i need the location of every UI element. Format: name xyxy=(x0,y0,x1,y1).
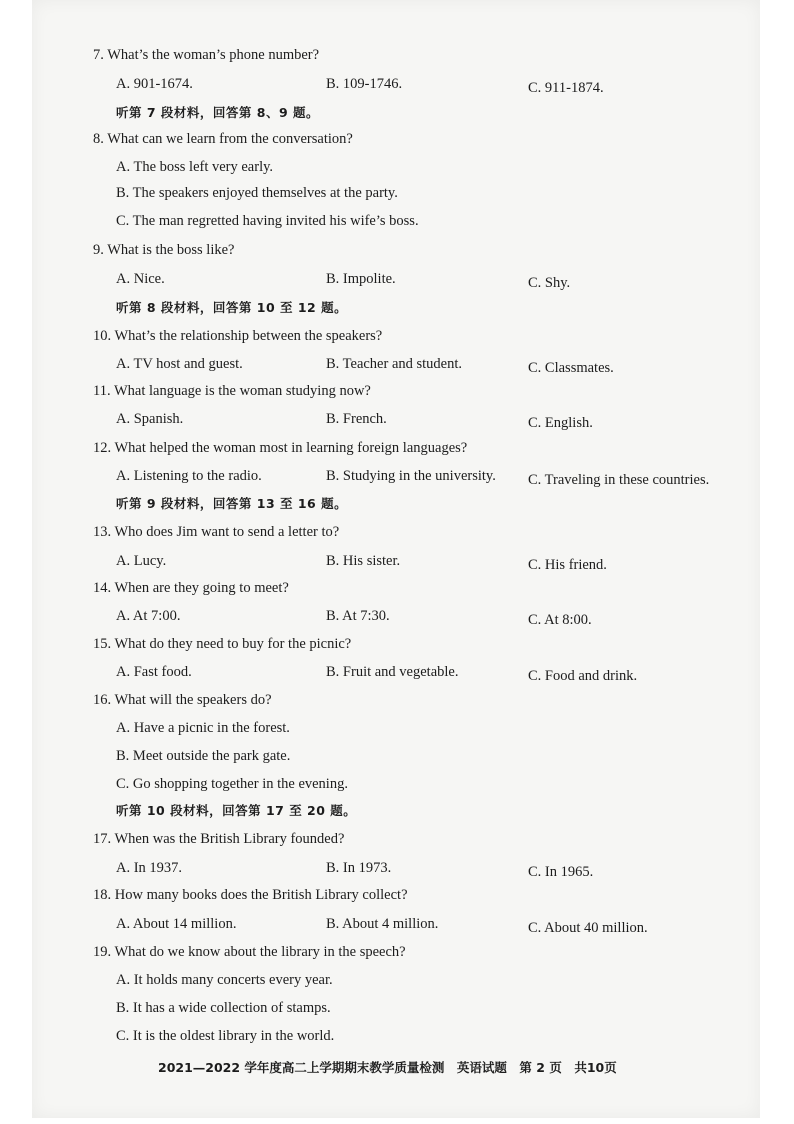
option-c: C. 911-1874. xyxy=(528,80,604,96)
option-b: B. Teacher and student. xyxy=(326,356,463,372)
answer-option: C. Go shopping together in the evening. xyxy=(116,776,348,792)
question-stem: 13. Who does Jim want to send a letter to? xyxy=(93,524,340,540)
option-c: C. Food and drink. xyxy=(528,668,638,684)
option-c: C. Traveling in these countries. xyxy=(528,472,710,488)
option-a: A. About 14 million. xyxy=(116,916,237,932)
section-instruction: 听第 10 段材料，回答第 17 至 20 题。 xyxy=(116,803,357,818)
answer-option: C. It is the oldest library in the world. xyxy=(116,1028,335,1044)
answer-option: A. It holds many concerts every year. xyxy=(116,972,333,988)
question-stem: 9. What is the boss like? xyxy=(93,242,235,258)
question-stem: 18. How many books does the British Library collect? xyxy=(93,887,408,903)
option-b: B. 109-1746. xyxy=(326,76,403,92)
option-c: C. About 40 million. xyxy=(528,920,648,936)
answer-option: B. Meet outside the park gate. xyxy=(116,748,291,764)
question-stem: 19. What do we know about the library in the speech? xyxy=(93,944,406,960)
option-c: C. His friend. xyxy=(528,557,607,573)
question-stem: 11. What language is the woman studying now? xyxy=(93,383,371,399)
question-stem: 8. What can we learn from the conversation? xyxy=(93,131,353,147)
option-a: A. Spanish. xyxy=(116,411,184,427)
option-a: A. In 1937. xyxy=(116,860,183,876)
option-a: A. Listening to the radio. xyxy=(116,468,262,484)
question-stem: 10. What’s the relationship between the speakers? xyxy=(93,328,383,344)
option-b: B. Fruit and vegetable. xyxy=(326,664,459,680)
option-a: A. At 7:00. xyxy=(116,608,181,624)
option-b: B. His sister. xyxy=(326,553,401,569)
option-a: A. TV host and guest. xyxy=(116,356,243,372)
option-c: C. Classmates. xyxy=(528,360,614,376)
option-a: A. Nice. xyxy=(116,271,165,287)
section-instruction: 听第 7 段材料，回答第 8、9 题。 xyxy=(116,105,320,120)
question-stem: 15. What do they need to buy for the picnic? xyxy=(93,636,352,652)
answer-option: A. The boss left very early. xyxy=(116,159,274,175)
question-stem: 16. What will the speakers do? xyxy=(93,692,272,708)
question-stem: 7. What’s the woman’s phone number? xyxy=(93,47,320,63)
option-a: A. Fast food. xyxy=(116,664,192,680)
page-footer: 2021—2022 学年度高二上学期期末教学质量检测 英语试题 第 2 页 共10页 xyxy=(158,1060,617,1075)
question-stem: 17. When was the British Library founded? xyxy=(93,831,345,847)
option-b: B. French. xyxy=(326,411,387,427)
option-a: A. Lucy. xyxy=(116,553,167,569)
option-b: B. At 7:30. xyxy=(326,608,390,624)
section-instruction: 听第 9 段材料，回答第 13 至 16 题。 xyxy=(116,496,348,511)
question-stem: 14. When are they going to meet? xyxy=(93,580,289,596)
answer-option: C. The man regretted having invited his wife’s boss. xyxy=(116,213,419,229)
option-c: C. Shy. xyxy=(528,275,571,291)
answer-option: B. The speakers enjoyed themselves at the party. xyxy=(116,185,398,201)
section-instruction: 听第 8 段材料，回答第 10 至 12 题。 xyxy=(116,300,348,315)
option-b: B. In 1973. xyxy=(326,860,392,876)
option-b: B. Studying in the university. xyxy=(326,468,496,484)
option-a: A. 901-1674. xyxy=(116,76,193,92)
question-stem: 12. What helped the woman most in learning foreign languages? xyxy=(93,440,468,456)
option-c: C. English. xyxy=(528,415,593,431)
option-c: C. In 1965. xyxy=(528,864,594,880)
option-c: C. At 8:00. xyxy=(528,612,592,628)
option-b: B. About 4 million. xyxy=(326,916,439,932)
answer-option: B. It has a wide collection of stamps. xyxy=(116,1000,331,1016)
answer-option: A. Have a picnic in the forest. xyxy=(116,720,290,736)
option-b: B. Impolite. xyxy=(326,271,396,287)
